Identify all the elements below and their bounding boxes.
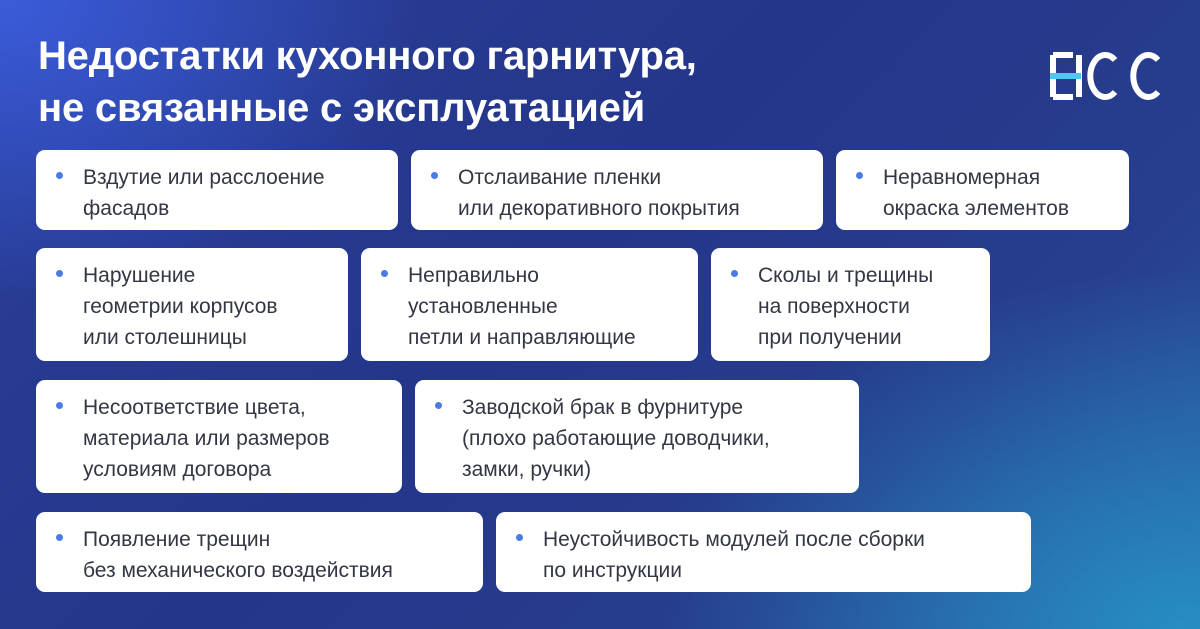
card-text: Неустойчивость модулей после сборки по инструкции — [543, 528, 925, 582]
card-text: Несоответствие цвета, материала или размеров условиям договора — [83, 396, 330, 481]
title-line-1: Недостатки кухонного гарнитура, — [38, 34, 697, 78]
card-color-mismatch — [36, 380, 402, 493]
card-film-peeling — [411, 150, 823, 230]
card-text: Нарушение геометрии корпусов или столешницы — [83, 264, 278, 349]
bullet-dot — [381, 270, 388, 277]
card-cracks-appearance — [36, 512, 483, 592]
bullet-dot — [731, 270, 738, 277]
bullet-dot — [56, 172, 63, 179]
card-text: Отслаивание пленки или декоративного покрытия — [458, 166, 740, 220]
card-text: Неравномерная окраска элементов — [883, 166, 1070, 220]
bullet-dot — [516, 534, 523, 541]
title-line-2: не связанные с эксплуатацией — [38, 86, 646, 130]
card-text: Сколы и трещины на поверхности при получении — [758, 264, 934, 349]
card-hardware-defect — [415, 380, 859, 493]
card-module-instability — [496, 512, 1031, 592]
bullet-dot — [56, 270, 63, 277]
bullet-dot — [856, 172, 863, 179]
card-geometry-violation — [36, 248, 348, 361]
eyuss-logo — [1050, 50, 1166, 102]
card-hinges-misinstalled — [361, 248, 698, 361]
card-text: Вздутие или расслоение фасадов — [83, 166, 325, 220]
page-title — [38, 30, 697, 134]
card-text: Заводской брак в фурнитуре (плохо работающие доводчики, замки, ручки) — [462, 396, 770, 481]
card-uneven-paint — [836, 150, 1129, 230]
bullet-dot — [56, 534, 63, 541]
card-facade-swelling — [36, 150, 398, 230]
bullet-dot — [56, 402, 63, 409]
card-chips-cracks — [711, 248, 990, 361]
card-text: Появление трещин без механического воздействия — [83, 528, 393, 582]
bullet-dot — [435, 402, 442, 409]
card-text: Неправильно установленные петли и направляющие — [408, 264, 636, 349]
bullet-dot — [431, 172, 438, 179]
